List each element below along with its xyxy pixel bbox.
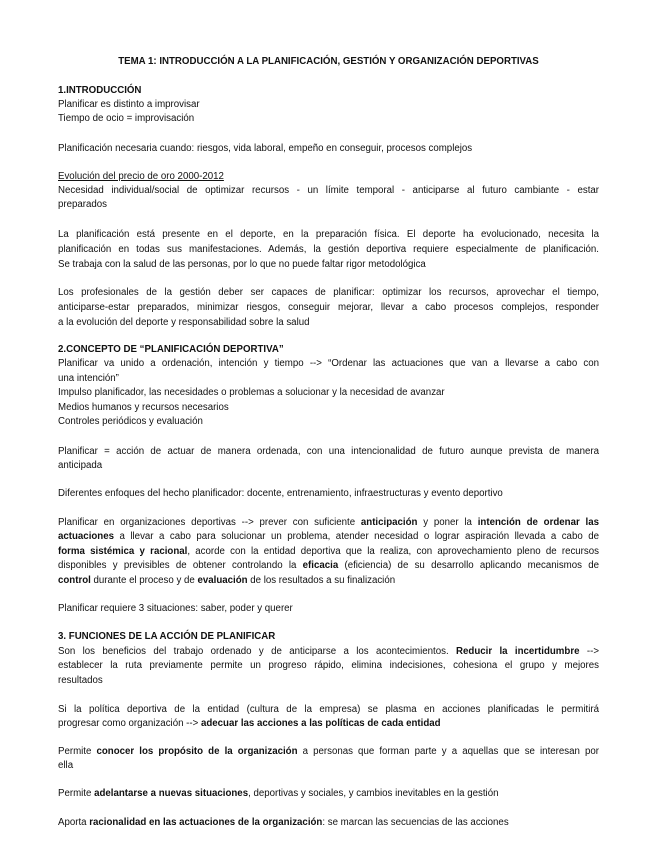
text-line: Planificación necesaria cuando: riesgos, vida laboral, empeño en conseguir, procesos complejos [58, 143, 473, 154]
text-line: Planificar requiere 3 situaciones: saber, poder y querer [58, 603, 293, 614]
text-line: Necesidad individual/social de optimizar recursos - un límite temporal - anticiparse al futuro cambiante - estar [58, 185, 599, 196]
section-1-heading: 1.INTRODUCCIÓN [58, 85, 142, 96]
text-line: una intención” [58, 373, 119, 384]
text-line: forma sistémica y racional, acorde con la entidad deportiva que la realiza, con aprovechamiento pleno de recursos [58, 546, 599, 557]
text-line: preparados [58, 199, 108, 210]
text-line: Se trabaja con la salud de las personas, por lo que no puede faltar rigor metodológica [58, 259, 426, 270]
text-line: Permite conocer los propósito de la organización a personas que forman parte y a aquellas que se interesan por [58, 746, 599, 757]
text-line: planificación en todas sus manifestaciones. Además, la gestión deportiva requiere especialmente de planificación. [58, 244, 599, 255]
text-line: La planificación está presente en el deporte, en la preparación física. El deporte ha evolucionado, necesita la [58, 229, 599, 240]
text-line: Los profesionales de la gestión deber ser capaces de planificar: optimizar los recursos, aprovechar el tiempo, [58, 287, 599, 298]
section-3-heading: 3. FUNCIONES DE LA ACCIÓN DE PLANIFICAR [58, 631, 276, 642]
text-line: Medios humanos y recursos necesarios [58, 402, 229, 413]
text-line: Tiempo de ocio = improvisación [58, 113, 195, 124]
text-line: Planificar = acción de actuar de manera ordenada, con una intencionalidad de futuro aunque prevista de manera [58, 446, 599, 457]
text-line: ella [58, 760, 74, 771]
text-line: Planificar en organizaciones deportivas --> prever con suficiente anticipación y poner la intención de ordenar las [58, 517, 599, 528]
text-line: control durante el proceso y de evaluación de los resultados a su finalización [58, 575, 396, 586]
text-line: Planificar es distinto a improvisar [58, 99, 200, 110]
section-2-heading: 2.CONCEPTO DE “PLANIFICACIÓN DEPORTIVA” [58, 344, 284, 355]
text-line: disponibles y previsibles de obtener controlando la eficacia (eficiencia) de su desarrollo aplicando mecanismos de [58, 560, 599, 571]
text-line: a la evolución del deporte y responsabilidad sobre la salud [58, 317, 310, 328]
text-line: anticiparse-estar preparados, minimizar riesgos, conseguir mejorar, llevar a cabo procesos complejos, responder [58, 302, 599, 313]
text-line: anticipada [58, 460, 103, 471]
text-line: resultados [58, 675, 103, 686]
text-line: Controles periódicos y evaluación [58, 416, 203, 427]
text-line: Impulso planificador, las necesidades o problemas a solucionar y la necesidad de avanzar [58, 387, 445, 398]
text-line: Si la política deportiva de la entidad (cultura de la empresa) se plasma en acciones planificadas le permitirá [58, 704, 599, 715]
text-line: Son los beneficios del trabajo ordenado y de anticiparse a los acontecimientos. Reducir la incertidumbre --> [58, 646, 599, 657]
text-line: Planificar va unido a ordenación, intención y tiempo --> “Ordenar las actuaciones que van a llevarse a cabo con [58, 358, 599, 369]
text-line: establecer la ruta previamente permite un progreso rápido, elimina indecisiones, cohesiona el grupo y mejores [58, 660, 599, 671]
text-line: progresar como organización --> adecuar las acciones a las políticas de cada entidad [58, 718, 441, 729]
text-line: Diferentes enfoques del hecho planificador: docente, entrenamiento, infraestructuras y evento deportivo [58, 488, 503, 499]
text-line: Permite adelantarse a nuevas situaciones, deportivas y sociales, y cambios inevitables en la gestión [58, 788, 499, 799]
subheading: Evolución del precio de oro 2000-2012 [58, 171, 224, 182]
text-line: actuaciones a llevar a cabo para solucionar un problema, atender necesidad o lograr aspiración llevada a cabo de [58, 531, 599, 542]
text-line: Aporta racionalidad en las actuaciones de la organización: se marcan las secuencias de las acciones [58, 817, 509, 828]
document-title: TEMA 1: INTRODUCCIÓN A LA PLANIFICACIÓN, GESTIÓN Y ORGANIZACIÓN DEPORTIVAS [118, 56, 539, 67]
